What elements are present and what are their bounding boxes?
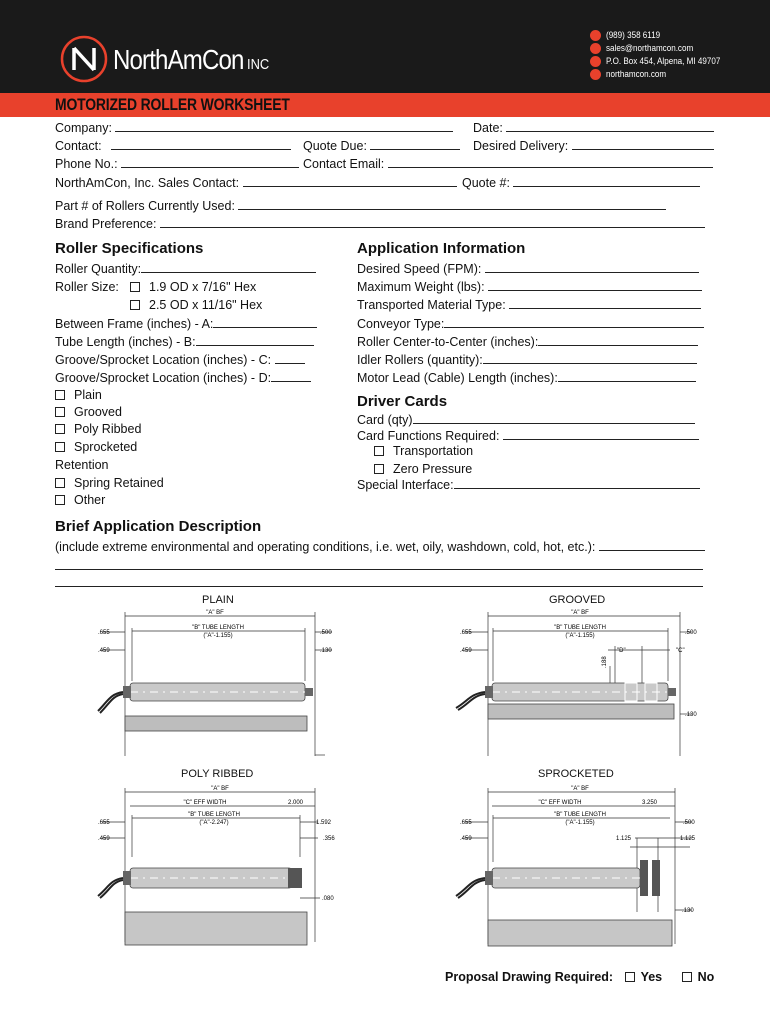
grooved-roller-drawing (430, 606, 710, 764)
grooved-dim-459: .459 (460, 648, 472, 654)
page-title: MOTORIZED ROLLER WORKSHEET (55, 95, 290, 114)
groove-c-field[interactable]: Groove/Sprocket Location (inches) - C: (55, 353, 305, 367)
plain-dim-130: .130 (320, 648, 332, 654)
plain-dim-500: .500 (320, 630, 332, 636)
grooved-dim-188: .188 (602, 656, 608, 668)
contact-email-field[interactable]: Contact Email: (303, 157, 713, 171)
driver-cards-heading: Driver Cards (357, 393, 448, 410)
location-pin-icon (590, 56, 601, 67)
poly-c-eff: "C" EFF WIDTH (183, 800, 227, 806)
grooved-a-bf: "A" BF (571, 610, 589, 616)
max-weight-field[interactable]: Maximum Weight (lbs): (357, 280, 702, 294)
sprocket-a-bf: "A" BF (571, 786, 589, 792)
sprocket-dim-1125a: 1.125 (616, 836, 632, 842)
quote-due-field[interactable]: Quote Due: (303, 139, 460, 153)
desired-speed-field[interactable]: Desired Speed (FPM): (357, 262, 699, 276)
sprocket-b-formula: ("A"-1.155) (565, 820, 595, 826)
poly-dim-2000: 2.000 (288, 800, 304, 806)
grooved-figure-label: GROOVED (549, 594, 606, 606)
checkbox[interactable] (55, 442, 65, 452)
function-transportation[interactable]: Transportation (374, 444, 473, 458)
grooved-b-length: "B" TUBE LENGTH (554, 625, 606, 631)
poly-dim-459: .459 (98, 836, 110, 842)
checkbox[interactable] (55, 407, 65, 417)
brief-description-heading: Brief Application Description (55, 518, 262, 535)
poly-dim-356: .356 (323, 836, 335, 842)
poly-dim-655: .655 (98, 820, 110, 826)
quote-number-field[interactable]: Quote #: (462, 176, 700, 190)
poly-dim-1592: 1.592 (316, 820, 332, 826)
motor-lead-field[interactable]: Motor Lead (Cable) Length (inches): (357, 371, 696, 385)
size-option-25[interactable]: 2.5 OD x 11/16" Hex (130, 298, 262, 312)
retention-spring[interactable]: Spring Retained (55, 476, 164, 490)
grooved-d-label: "D" (617, 648, 626, 654)
plain-roller-drawing (90, 606, 350, 764)
type-plain[interactable]: Plain (55, 388, 102, 402)
brief-description-field[interactable]: (include extreme environmental and operating conditions, i.e. wet, oily, washdown, cold, hot, etc.): (55, 540, 705, 554)
part-number-field[interactable]: Part # of Rollers Currently Used: (55, 199, 666, 213)
checkbox[interactable] (130, 300, 140, 310)
plain-dim-655: .655 (98, 630, 110, 636)
retention-label: Retention (55, 458, 109, 472)
contact-address: P.O. Box 454, Alpena, MI 49707 (590, 55, 741, 68)
sprocket-dim-459: .459 (460, 836, 472, 842)
sprocket-dim-3250: 3.250 (642, 800, 658, 806)
checkbox[interactable] (625, 972, 635, 982)
desired-delivery-field[interactable]: Desired Delivery: (473, 139, 714, 153)
roller-quantity-field[interactable]: Roller Quantity: (55, 262, 316, 276)
sprocket-c-eff: "C" EFF WIDTH (538, 800, 582, 806)
plain-a-bf: "A" BF (206, 610, 224, 616)
idler-rollers-field[interactable]: Idler Rollers (quantity): (357, 353, 697, 367)
retention-other[interactable]: Other (55, 493, 105, 507)
yes-option[interactable]: Yes (625, 970, 663, 984)
date-field[interactable]: Date: (473, 121, 714, 135)
no-option[interactable]: No (682, 970, 715, 984)
contact-block (590, 29, 741, 81)
grooved-dim-130: .130 (685, 712, 697, 718)
sprocketed-roller-drawing (430, 782, 710, 950)
poly-a-bf: "A" BF (211, 786, 229, 792)
checkbox[interactable] (130, 282, 140, 292)
proposal-drawing-label: Proposal Drawing Required: (445, 970, 614, 984)
contact-website: northamcon.com (590, 68, 741, 81)
material-type-field[interactable]: Transported Material Type: (357, 298, 701, 312)
sprocketed-figure-label: SPROCKETED (538, 768, 614, 780)
checkbox[interactable] (55, 478, 65, 488)
sprocket-dim-130: .130 (682, 908, 694, 914)
special-interface-field[interactable]: Special Interface: (357, 478, 700, 492)
size-option-19[interactable]: 1.9 OD x 7/16" Hex (130, 280, 256, 294)
plain-b-length: "B" TUBE LENGTH (192, 625, 244, 631)
description-line[interactable] (55, 586, 703, 587)
sprocket-b-length: "B" TUBE LENGTH (554, 812, 606, 818)
checkbox[interactable] (682, 972, 692, 982)
grooved-b-formula: ("A"-1.155) (565, 633, 595, 639)
sales-contact-field[interactable]: NorthAmCon, Inc. Sales Contact: (55, 176, 457, 190)
phone-icon (590, 30, 601, 41)
center-to-center-field[interactable]: Roller Center-to-Center (inches): (357, 335, 698, 349)
function-zero-pressure[interactable]: Zero Pressure (374, 462, 472, 476)
contact-phone: (989) 358 6119 (590, 29, 741, 42)
checkbox[interactable] (374, 446, 384, 456)
poly-ribbed-roller-drawing (90, 782, 350, 950)
contact-field[interactable]: Contact: (55, 139, 291, 153)
plain-figure-label: PLAIN (202, 594, 234, 606)
contact-email: sales@northamcon.com (590, 42, 741, 55)
card-qty-field[interactable]: Card (qty) (357, 413, 695, 427)
tube-length-field[interactable]: Tube Length (inches) - B: (55, 335, 314, 349)
northamcon-logo-icon (59, 34, 109, 84)
globe-icon (590, 69, 601, 80)
plain-b-formula: ("A"-1.155) (203, 633, 233, 639)
roller-specs-heading: Roller Specifications (55, 240, 204, 257)
conveyor-type-field[interactable]: Conveyor Type: (357, 317, 704, 331)
phone-field[interactable]: Phone No.: (55, 157, 299, 171)
poly-b-length: "B" TUBE LENGTH (188, 812, 240, 818)
checkbox[interactable] (374, 464, 384, 474)
email-icon (590, 43, 601, 54)
company-field[interactable]: Company: (55, 121, 453, 135)
type-poly-ribbed[interactable]: Poly Ribbed (55, 422, 141, 436)
sprocket-dim-500: .500 (683, 820, 695, 826)
logo-wordmark: NorthAmCon INC (113, 44, 270, 75)
checkbox[interactable] (55, 390, 65, 400)
type-grooved[interactable]: Grooved (55, 405, 122, 419)
roller-size-label: Roller Size: (55, 280, 119, 294)
sprocket-dim-1125b: 1.125 (680, 836, 696, 842)
plain-dim-459: .459 (98, 648, 110, 654)
proposal-drawing-row (445, 970, 714, 984)
header-bar (0, 0, 770, 93)
grooved-dim-500: .500 (685, 630, 697, 636)
between-frame-field[interactable]: Between Frame (inches) - A: (55, 317, 317, 331)
description-line[interactable] (55, 569, 703, 570)
card-functions-field[interactable]: Card Functions Required: (357, 429, 699, 443)
brand-field[interactable]: Brand Preference: (55, 217, 705, 231)
groove-d-field[interactable]: Groove/Sprocket Location (inches) - D: (55, 371, 311, 385)
application-info-heading: Application Information (357, 240, 526, 257)
poly-ribbed-figure-label: POLY RIBBED (181, 768, 254, 780)
grooved-c-label: "C" (676, 648, 685, 654)
poly-b-formula: ("A"-2.247) (199, 820, 229, 826)
checkbox[interactable] (55, 495, 65, 505)
type-sprocketed[interactable]: Sprocketed (55, 440, 137, 454)
checkbox[interactable] (55, 424, 65, 434)
poly-dim-080: .080 (322, 896, 334, 902)
sprocket-dim-655: .655 (460, 820, 472, 826)
grooved-dim-655: .655 (460, 630, 472, 636)
